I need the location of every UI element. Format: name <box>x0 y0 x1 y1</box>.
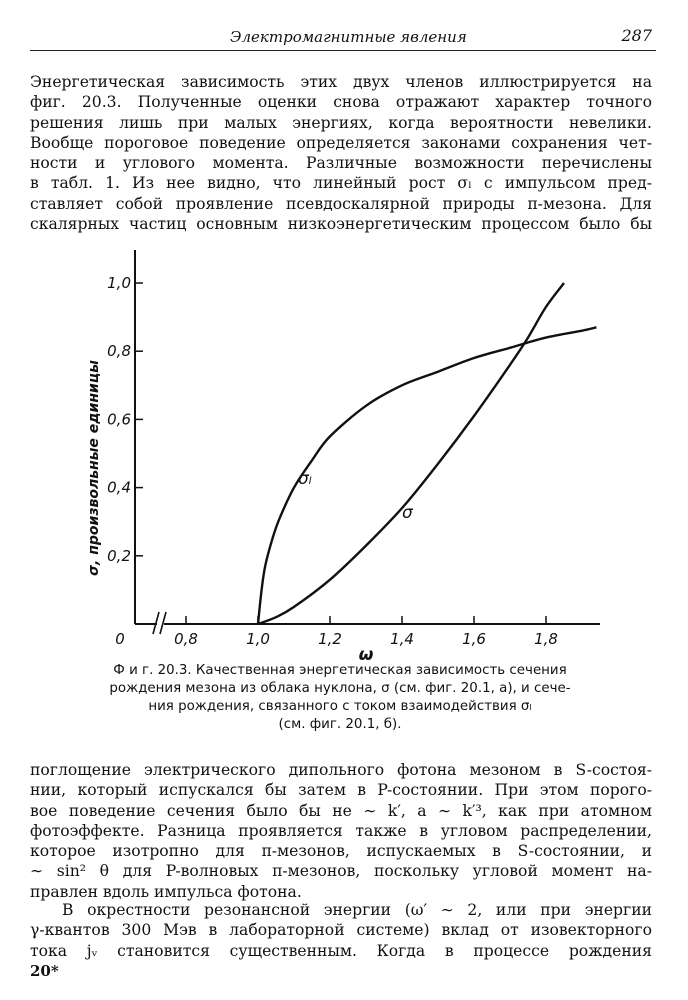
y-tick-label: 0,2 <box>107 546 131 565</box>
y-tick-label: 0,6 <box>107 410 131 429</box>
text-line: В окрестности резонансной энергии (ω′ ∼ 2, или при энергии <box>62 901 652 919</box>
chart-axes <box>135 250 600 634</box>
caption-line: Ф и г. 20.3. Качественная энергетическая зависимость сечения <box>113 663 567 678</box>
series-label-sigma-l: σₗ <box>298 469 312 489</box>
text-line: поглощение электрического дипольного фотона мезоном в S-состоя- <box>30 761 652 779</box>
page-number: 287 <box>621 26 652 45</box>
y-tick-label: 0,8 <box>107 342 131 361</box>
x-tick-label: 1,2 <box>318 630 342 648</box>
running-title: Электромагнитные явления <box>230 28 467 46</box>
text-line: ности и углового момента. Различные возможности перечислены <box>30 154 652 173</box>
text-line: ставляет собой проявление псевдоскалярной природы π-мезона. Для <box>30 194 652 213</box>
x-tick-label: 1,0 <box>246 630 270 648</box>
text-line: скалярных частиц основным низкоэнергетическим процессом было бы <box>30 215 652 234</box>
x-tick-label: 0,8 <box>174 630 198 648</box>
text-line: тока jᵥ становится существенным. Когда в процессе рождения <box>30 941 652 960</box>
caption-line: (см. фиг. 20.1, б). <box>278 717 402 732</box>
text-line: правлен вдоль импульса фотона. <box>30 882 302 901</box>
text-line: фиг. 20.3. Полученные оценки снова отражают характер точного <box>30 93 652 112</box>
paragraph-3 <box>30 900 652 961</box>
x-tick-label: 1,8 <box>534 630 558 648</box>
x-tick-label: 1,6 <box>462 630 486 648</box>
text-line: вое поведение сечения было бы не ∼ k′, а ∼ k′³, как при атомном <box>30 801 652 820</box>
text-line: γ-квантов 300 Мэв в лабораторной системе) вклад от изовекторного <box>30 921 652 940</box>
text-line: которое изотропно для π-мезонов, испускаемых в S-состоянии, и <box>30 842 652 861</box>
y-tick-label: 0,4 <box>107 478 131 497</box>
curve-sigma <box>258 283 564 624</box>
y-axis-label: σ, произвольные единицы <box>86 360 102 576</box>
series-label-sigma: σ <box>402 503 413 523</box>
text-line: ∼ sin² θ для P-волновых π-мезонов, поскольку угловой момент на- <box>30 862 652 881</box>
text-line: нии, который испускался бы затем в P-состоянии. При этом порого- <box>30 781 652 800</box>
figure-20-3-chart <box>80 240 620 665</box>
text-line: в табл. 1. Из нее видно, что линейный рост σₗ с импульсом пред- <box>30 174 652 193</box>
origin-label: 0 <box>115 630 125 648</box>
caption-line: рождения мезона из облака нуклона, σ (см. фиг. 20.1, а), и сече- <box>109 681 571 696</box>
text-line: решения лишь при малых энергиях, когда вероятности невелики. <box>30 113 652 132</box>
text-line: фотоэффекте. Разница проявляется также в угловом распределении, <box>30 821 652 840</box>
chart-curves <box>258 283 596 624</box>
chart-ticks <box>107 274 558 648</box>
paragraph-2 <box>30 760 652 902</box>
caption-line: ния рождения, связанного с током взаимодействия σₗ <box>148 699 532 714</box>
x-tick-label: 1,4 <box>390 630 414 648</box>
signature-mark: 20* <box>30 962 59 980</box>
text-line: Энергетическая зависимость этих двух членов иллюстрируется на <box>30 73 652 91</box>
x-axis-label: ω <box>358 645 374 665</box>
y-tick-label: 1,0 <box>107 274 131 292</box>
paragraph-1 <box>30 72 652 234</box>
running-header <box>30 26 656 51</box>
text-line: Вообще пороговое поведение определяется законами сохранения чет- <box>30 133 652 152</box>
figure-caption <box>60 662 620 734</box>
